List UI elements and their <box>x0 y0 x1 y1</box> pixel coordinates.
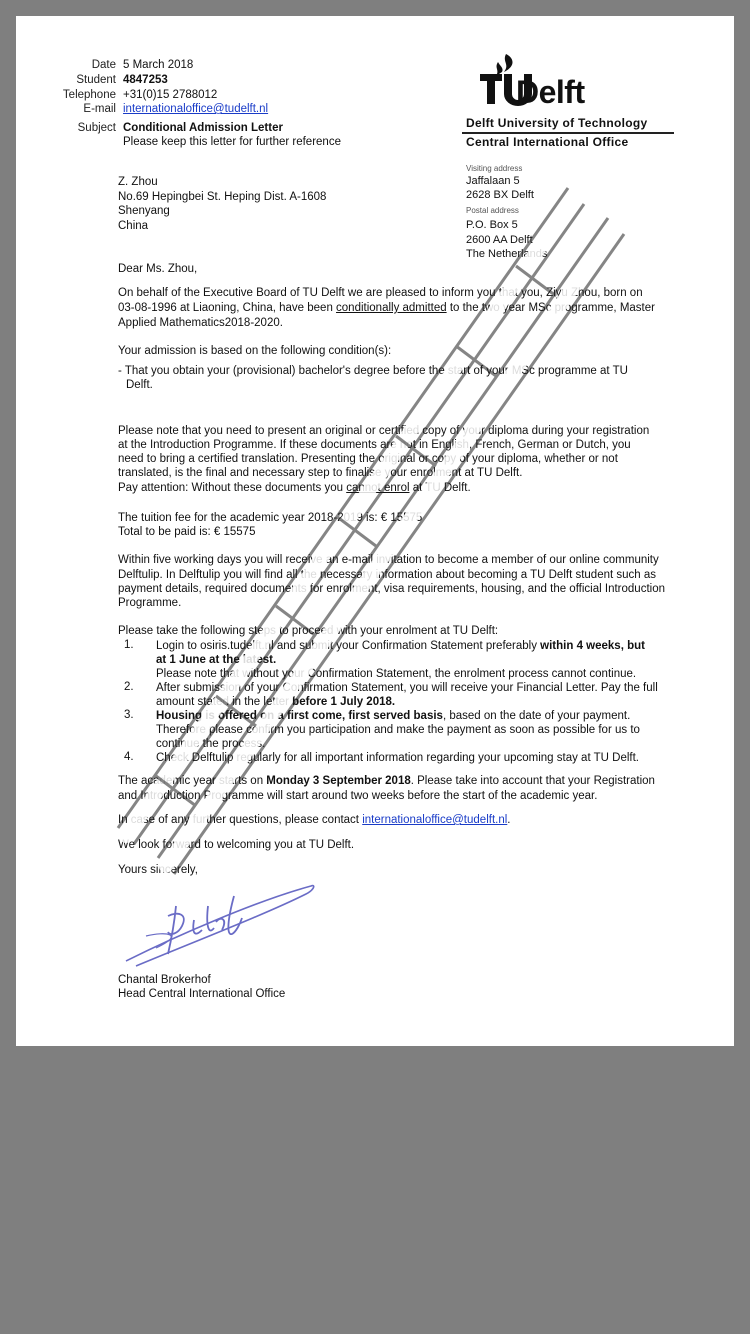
step-line: Check Delftulip regularly for all important information regarding your upcoming stay at TU Delft. <box>156 752 639 764</box>
text-span: within 4 weeks, but <box>540 640 645 652</box>
office-name: Central International Office <box>466 135 629 149</box>
logo-wordmark: Delft <box>516 74 585 110</box>
visiting-address-label: Visiting address <box>466 164 523 173</box>
paragraph-line: Please note that you need to present an original or certified copy of your diploma during your registration <box>118 425 650 437</box>
postal-address-line3: The Netherlands <box>466 248 548 260</box>
paragraph-line <box>118 481 471 495</box>
student-label: Student <box>76 74 116 86</box>
email-label: E-mail <box>83 103 116 115</box>
postal-address-line1: P.O. Box 5 <box>466 219 518 231</box>
paragraph-line: payment details, required documents for enrolment, visa requirements, housing, and the official Introduction <box>118 583 665 595</box>
recipient-country: China <box>118 220 149 232</box>
recipient-name: Z. Zhou <box>118 176 158 188</box>
signer-title: Head Central International Office <box>118 988 286 1000</box>
text-span: The academic year starts on <box>118 775 267 787</box>
signer-name: Chantal Brokerhof <box>118 974 211 986</box>
start-date-text: Monday 3 September 2018 <box>266 775 411 787</box>
step-number: 1. <box>124 639 134 651</box>
paragraph-line: Delftulip. In Delftulip you will find all the necessary information about becoming a TU Delft student such as <box>118 569 657 581</box>
recipient-street: No.69 Hepingbei St. Heping Dist. A-1608 <box>118 191 327 203</box>
student-number: 4847253 <box>123 74 168 86</box>
university-name: Delft University of Technology <box>466 116 648 130</box>
text-span: Housing is offered on a first come, first served basis <box>156 710 443 722</box>
step-line: Please note that without your Confirmation Statement, the enrolment process cannot continue. <box>156 668 637 680</box>
paragraph-line: need to bring a certified translation. Presenting the original or copy of your diploma, whether or not <box>118 453 618 465</box>
postal-address-line2: 2600 AA Delft <box>466 234 533 246</box>
conditions-intro: Your admission is based on the following condition(s): <box>118 345 392 357</box>
letter-page <box>16 16 734 1046</box>
steps-intro: Please take the following steps to proceed with your enrolment at TU Delft: <box>118 625 499 637</box>
paragraph-line: On behalf of the Executive Board of TU Delft we are pleased to inform you that you, Ziyu Zhou, born on <box>118 287 643 299</box>
date-label: Date <box>91 59 116 71</box>
date-value: 5 March 2018 <box>123 59 194 71</box>
text-span: at TU Delft. <box>409 482 471 494</box>
paragraph-line <box>118 774 655 788</box>
conditionally-admitted-text: conditionally admitted <box>336 302 447 314</box>
text-span: In case of any further questions, please contact <box>118 814 363 826</box>
step-number: 4. <box>124 751 134 763</box>
visiting-address-line2: 2628 BX Delft <box>466 189 534 201</box>
text-span: to the two year MSc programme, Master <box>446 302 655 314</box>
text-span: . Please take into account that your Registration <box>410 775 655 787</box>
step-line <box>156 709 630 723</box>
text-span: Login to osiris.tudelft.nl and submit your Confirmation Statement preferably <box>156 640 541 652</box>
cannot-enrol-text: cannot enrol <box>346 482 410 494</box>
visiting-address-line1: Jaffalaan 5 <box>466 175 520 187</box>
closing-remark: We look forward to welcoming you at TU Delft. <box>118 839 355 851</box>
step-line: at 1 June at the latest. <box>156 654 277 666</box>
condition-line: Delft. <box>126 379 153 391</box>
text-span: amount stated in the letter <box>156 696 293 708</box>
paragraph-line: and Introduction Programme will start around two weeks before the start of the academic year. <box>118 790 598 802</box>
text-span: . <box>507 814 511 826</box>
telephone-label: Telephone <box>62 89 116 101</box>
contact-line <box>118 813 511 827</box>
text-span: Pay attention: Without these documents you <box>118 482 347 494</box>
step-line: continue the process. <box>156 738 266 750</box>
paragraph-line: Programme. <box>118 597 182 609</box>
closing: Yours sincerely, <box>118 864 198 876</box>
salutation: Dear Ms. Zhou, <box>118 263 198 275</box>
paragraph-line: Within five working days you will receive an e-mail invitation to become a member of our online community <box>118 554 659 566</box>
condition-line: - That you obtain your (provisional) bachelor's degree before the start of your MSc programme at TU <box>118 365 628 377</box>
paragraph-line: at the Introduction Programme. If these documents are not in English, French, German or Dutch, you <box>118 439 631 451</box>
paragraph-line <box>118 301 655 315</box>
recipient-city: Shenyang <box>118 205 170 217</box>
text-span: , based on the date of your payment. <box>442 710 631 722</box>
tuition-fee-line: The tuition fee for the academic year 2018-2019 is: € 15575 <box>118 512 423 524</box>
step-line: Therefore please confirm you participation and make the payment as soon as possible for us to <box>156 724 640 736</box>
paragraph-line: Applied Mathematics2018-2020. <box>118 317 283 329</box>
text-span: before 1 July 2018. <box>292 696 396 708</box>
step-number: 2. <box>124 681 134 693</box>
contact-email-link[interactable]: internationaloffice@tudelft.nl <box>362 814 508 826</box>
postal-address-label: Postal address <box>466 206 519 215</box>
subject-note: Please keep this letter for further reference <box>123 136 341 148</box>
total-fee-line: Total to be paid is: € 15575 <box>118 526 256 538</box>
header-rule <box>462 132 674 134</box>
paragraph-line: translated, is the final and necessary step to finalise your enrolment at TU Delft. <box>118 467 523 479</box>
signature-icon <box>116 876 326 976</box>
email-link[interactable]: internationaloffice@tudelft.nl <box>123 103 269 115</box>
step-number: 3. <box>124 709 134 721</box>
subject-value: Conditional Admission Letter <box>123 122 283 134</box>
step-line <box>156 639 645 653</box>
step-line <box>156 695 395 709</box>
telephone-value: +31(0)15 2788012 <box>123 89 218 101</box>
step-line: After submission of your Confirmation Statement, you will receive your Financial Letter. Pay the full <box>156 682 658 694</box>
text-span: 03-08-1996 at Liaoning, China, have been <box>118 302 337 314</box>
subject-label: Subject <box>77 122 116 134</box>
